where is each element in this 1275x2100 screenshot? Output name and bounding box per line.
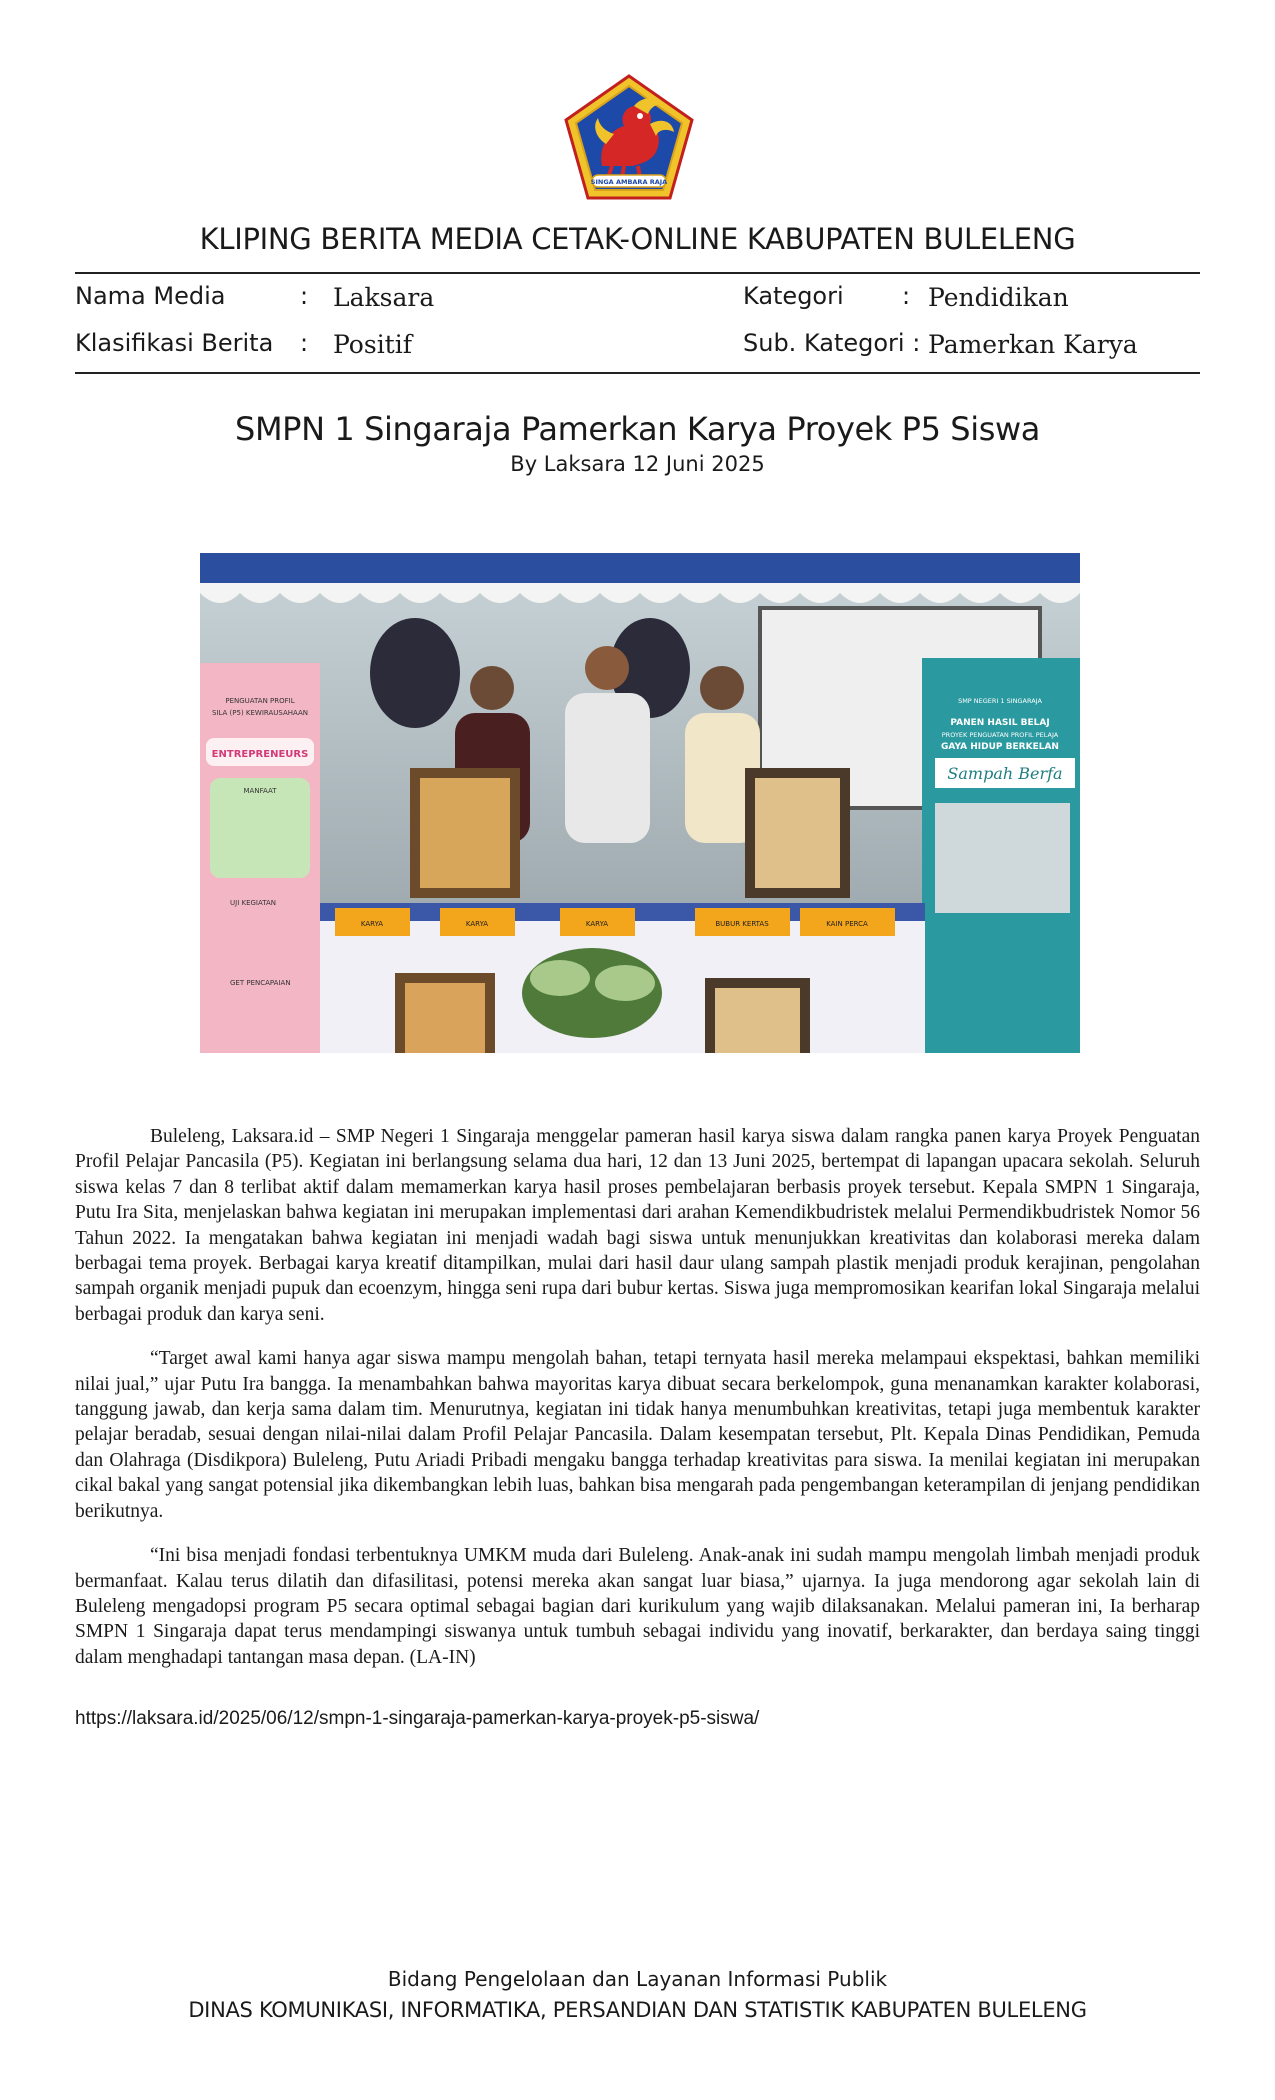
right-banner-line-4: GAYA HIDUP BERKELAN <box>941 742 1059 752</box>
article-paragraph-2: “Target awal kami hanya agar siswa mampu mengolah bahan, tetapi ternyata hasil mereka melampaui ekspektasi, bahkan memiliki nilai jual,” ujar Putu Ira bangga. Ia menambahkan bahwa mayoritas karya dibuat secara berkelompok, guna menanamkan karakter kolaborasi, tanggung jawab, dan kerja sama dalam tim. Menurutnya, kegiatan ini tidak hanya menumbuhkan kreativitas, tetapi juga membentuk karakter pelajar beradab, sesuai dengan nilai-nilai dalam Profil Pelajar Pancasila. Dalam kesempatan tersebut, Plt. Kepala Dinas Pendidikan, Pemuda dan Olahraga (Disdikpora) Buleleng, Putu Ariadi Pribadi mengaku bangga terhadap kreativitas para siswa. Ia menilai kegiatan ini merupakan cikal bakal yang sangat potensial jika dikembangkan lebih luas, bahkan bisa mengarah pada pengembangan keterampilan di jenjang pendidikan berikutnya. <box>75 1348 1200 1522</box>
exhibition-photo <box>200 553 1080 1053</box>
media-name-label: Nama Media <box>75 282 226 310</box>
subcategory-label: Sub. Kategori : <box>743 329 921 357</box>
classification-colon: : <box>300 329 309 357</box>
media-name-colon: : <box>300 282 309 310</box>
classification-value: Positif <box>333 330 412 359</box>
classification-label: Klasifikasi Berita <box>75 329 274 357</box>
footer-division: Bidang Pengelolaan dan Layanan Informasi Publik <box>387 1967 888 1991</box>
logo-motto: SINGA AMBARA RAJA <box>590 178 668 186</box>
subcategory-value: Pamerkan Karya <box>928 330 1138 359</box>
left-banner-line-3: ENTREPRENEURS <box>211 749 309 760</box>
article-paragraph-3: “Ini bisa menjadi fondasi terbentuknya UMKM muda dari Buleleng. Anak-anak ini sudah mampu mengolah limbah menjadi produk bermanfaat. Kalau terus dilatih dan difasilitasi, potensi mereka akan sangat luar biasa,” ujarnya. Ia juga mendorong agar sekolah lain di Buleleng mengadopsi program P5 secara optimal sebagai bagian dari kurikulum yang wajib dilaksanakan. Melalui pameran ini, Ia berharap SMPN 1 Singaraja dapat terus mendampingi siswanya untuk tumbuh sebagai individu yang inovatif, berkarakter, dan berdaya saing tinggi dalam menghadapi tantangan masa depan. (LA-IN) <box>75 1545 1200 1668</box>
right-banner-line-2: PANEN HASIL BELAJ <box>950 718 1050 728</box>
table-label-2: KARYA <box>465 920 489 928</box>
left-banner-line-5: UJI KEGIATAN <box>230 899 276 907</box>
table-label-4: BUBUR KERTAS <box>715 920 769 928</box>
clipping-header-title: KLIPING BERITA MEDIA CETAK-ONLINE KABUPATEN BULELENG <box>199 222 1076 256</box>
article-byline: By Laksara 12 Juni 2025 <box>510 452 765 476</box>
buleleng-crest-logo <box>562 74 696 202</box>
footer-agency: DINAS KOMUNIKASI, INFORMATIKA, PERSANDIAN DAN STATISTIK KABUPATEN BULELENG <box>188 1998 1087 2022</box>
header-divider-bottom <box>75 372 1200 374</box>
table-label-3: KARYA <box>585 920 609 928</box>
category-colon: : <box>902 282 911 310</box>
category-label: Kategori <box>743 282 844 310</box>
header-divider-top <box>75 272 1200 274</box>
media-name-value: Laksara <box>333 283 435 312</box>
article-title: SMPN 1 Singaraja Pamerkan Karya Proyek P5 Siswa <box>235 410 1040 448</box>
article-paragraph-1: Buleleng, Laksara.id – SMP Negeri 1 Singaraja menggelar pameran hasil karya siswa dalam rangka panen karya Proyek Penguatan Profil Pelajar Pancasila (P5). Kegiatan ini berlangsung selama dua hari, 12 dan 13 Juni 2025, bertempat di lapangan upacara sekolah. Seluruh siswa kelas 7 dan 8 terlibat aktif dalam memamerkan karya hasil proses pembelajaran berbasis proyek tersebut. Kepala SMPN 1 Singaraja, Putu Ira Sita, menjelaskan bahwa kegiatan ini merupakan implementasi dari arahan Kemendikbudristek melalui Permendikbudristek Nomor 56 Tahun 2022. Ia mengatakan bahwa kegiatan ini menjadi wadah bagi siswa untuk menunjukkan kreativitas dan kolaborasi mereka dalam berbagai tema proyek. Berbagai karya kreatif ditampilkan, mulai dari hasil daur ulang sampah plastik menjadi produk kerajinan, pengolahan sampah organik menjadi pupuk dan ecoenzym, hingga seni rupa dari bubur kertas. Siswa juga mempromosikan kearifan lokal Singaraja melalui berbagai produk dan karya seni. <box>75 1126 1200 1325</box>
left-banner-line-2: SILA (P5) KEWIRAUSAHAAN <box>211 709 309 717</box>
right-banner-line-1: SMP NEGERI 1 SINGARAJA <box>958 697 1042 705</box>
category-value: Pendidikan <box>928 283 1069 312</box>
table-label-1: KARYA <box>360 920 384 928</box>
source-url-link[interactable]: https://laksara.id/2025/06/12/smpn-1-singaraja-pamerkan-karya-proyek-p5-siswa/ <box>75 1708 760 1729</box>
table-label-5: KAIN PERCA <box>826 920 868 928</box>
article-body <box>75 1124 1200 1689</box>
right-banner-line-3: PROYEK PENGUATAN PROFIL PELAJA <box>941 731 1059 739</box>
right-banner-line-5: Sampah Berfa <box>947 764 1063 783</box>
left-banner-line-6: GET PENCAPAIAN <box>230 979 291 987</box>
left-banner-line-4: MANFAAT <box>243 787 277 795</box>
left-banner-line-1: PENGUATAN PROFIL <box>225 697 295 705</box>
